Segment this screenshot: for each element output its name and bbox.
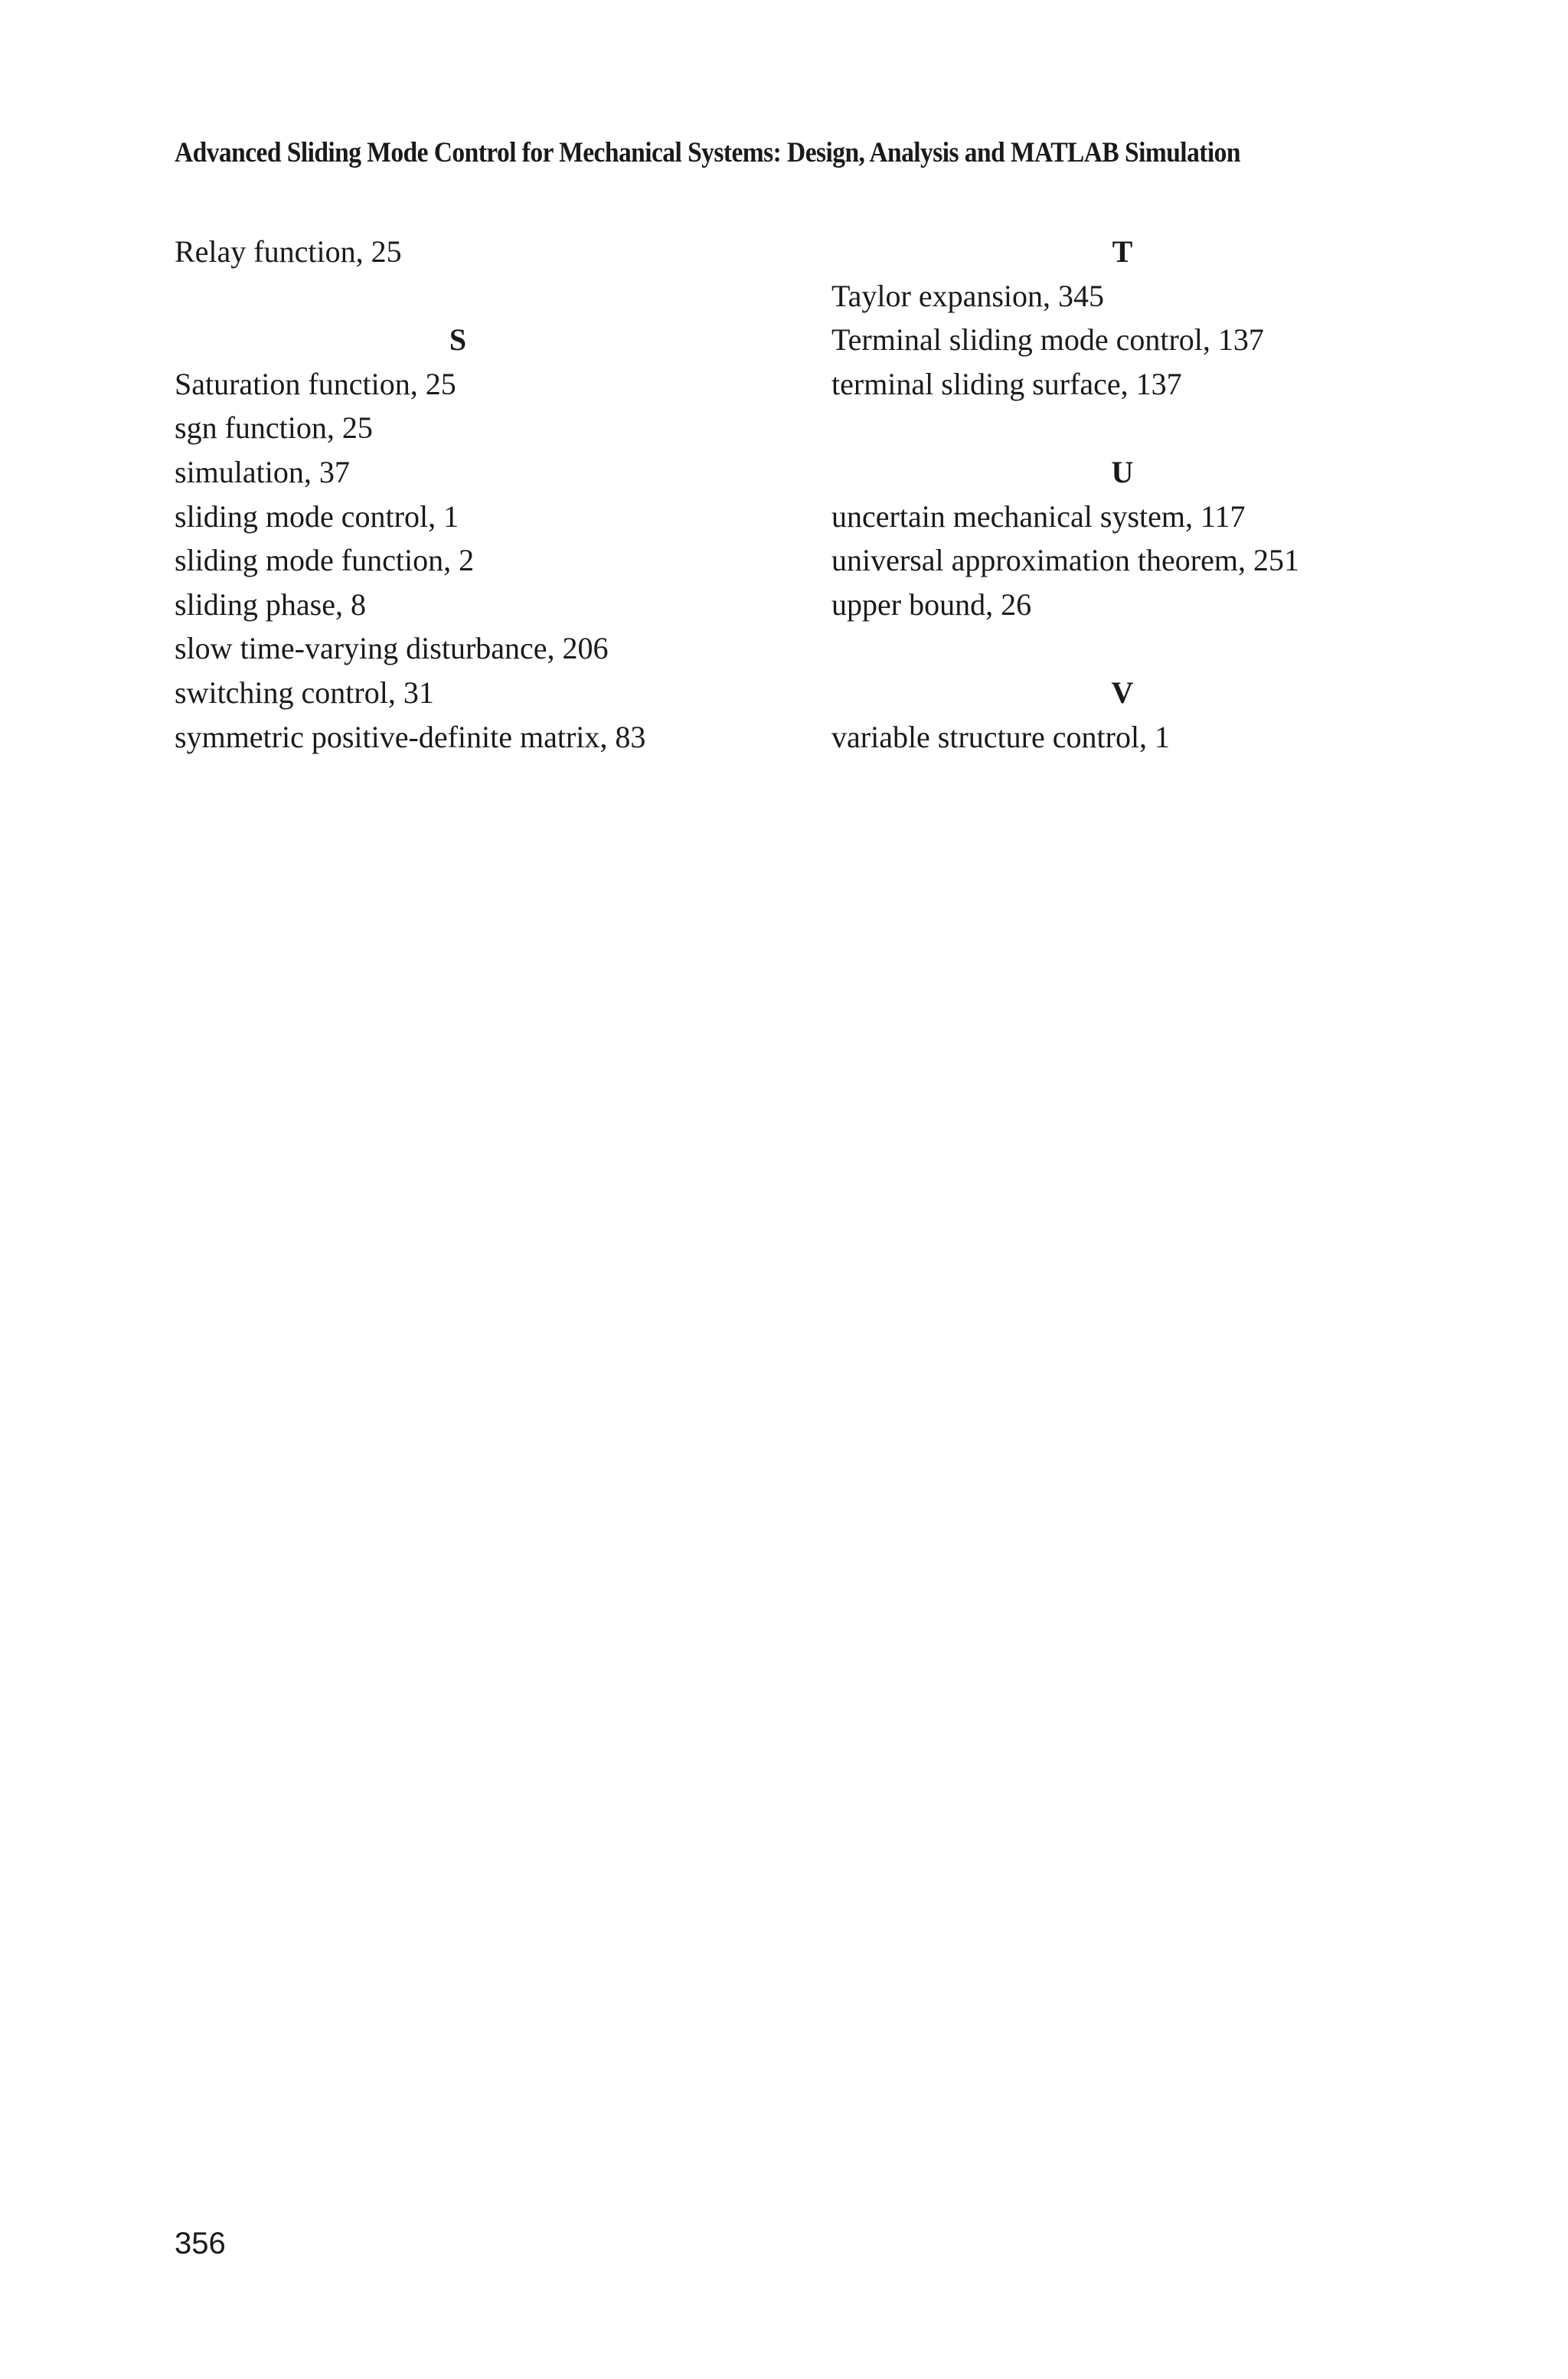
index-entry: upper bound, 26 xyxy=(831,587,1032,622)
page-number: 356 xyxy=(175,2227,226,2260)
index-entry: slow time-varying disturbance, 206 xyxy=(175,631,609,666)
section-spacer xyxy=(175,274,741,319)
index-entry: Terminal sliding mode control, 137 xyxy=(831,322,1264,358)
section-spacer xyxy=(831,406,1413,450)
index-entry: Relay function, 25 xyxy=(175,234,402,269)
index-entry: sgn function, 25 xyxy=(175,410,373,446)
index-entry: sliding mode function, 2 xyxy=(175,543,475,578)
index-entry: sliding phase, 8 xyxy=(175,587,366,622)
section-spacer xyxy=(831,626,1413,671)
index-entry: Taylor expansion, 345 xyxy=(831,278,1105,313)
index-entry: switching control, 31 xyxy=(175,675,434,710)
index-entry: variable structure control, 1 xyxy=(831,719,1171,754)
running-head: Advanced Sliding Mode Control for Mechanical Systems: Design, Analysis and MATLAB Simulation xyxy=(175,137,1240,168)
index-entry: simulation, 37 xyxy=(175,454,350,489)
index-entry: terminal sliding surface, 137 xyxy=(831,366,1182,401)
index-column-right xyxy=(831,230,1413,759)
index-column-left xyxy=(175,230,741,759)
index-entry: uncertain mechanical system, 117 xyxy=(831,498,1246,534)
index-letter-heading-s: S xyxy=(449,322,467,358)
index-entry: sliding mode control, 1 xyxy=(175,498,459,534)
index-letter-heading-t: T xyxy=(1112,234,1133,269)
index-entry: symmetric positive-definite matrix, 83 xyxy=(175,719,646,754)
index-entry: Saturation function, 25 xyxy=(175,366,456,401)
index-letter-heading-v: V xyxy=(1111,675,1134,710)
index-entry: universal approximation theorem, 251 xyxy=(831,543,1299,578)
index-letter-heading-u: U xyxy=(1111,454,1134,489)
